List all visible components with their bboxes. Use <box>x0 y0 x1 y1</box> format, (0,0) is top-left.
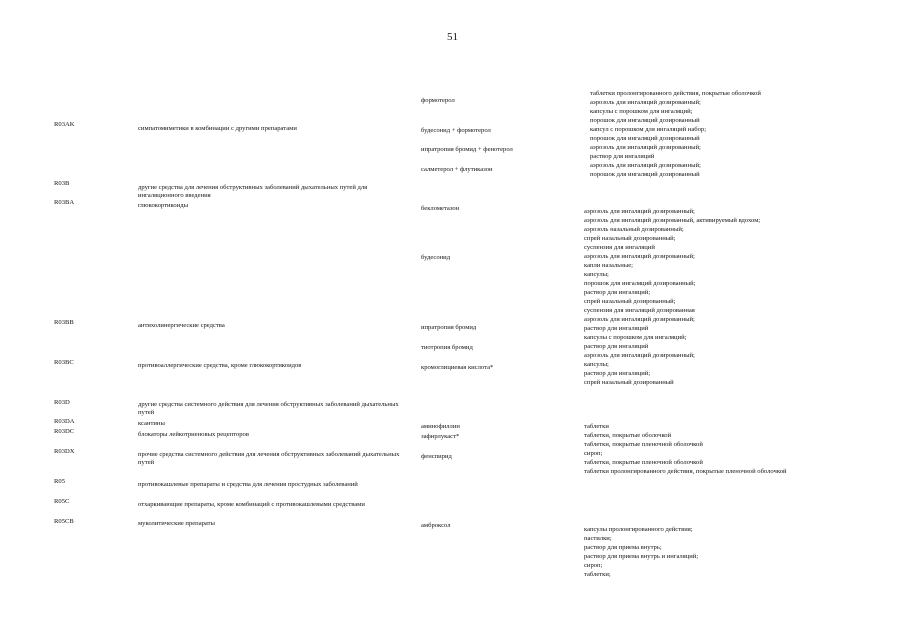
dosage-form: аэрозоль для ингаляций дозированный; <box>590 99 701 106</box>
dosage-form: таблетки, покрытые пленочной оболочкой <box>584 459 703 466</box>
drug-name: будесонид + формотерол <box>421 127 491 134</box>
atc-code: R03AK <box>54 121 75 128</box>
group-description: глюкокортикоиды <box>138 202 189 209</box>
dosage-form: раствор для приема внутрь; <box>584 544 662 551</box>
group-description: прочие средства системного действия для лечения обструктивных заболеваний дыхательных путей <box>138 451 400 466</box>
dosage-form: аэрозоль для ингаляций дозированный; <box>590 144 701 151</box>
atc-code: R03BA <box>54 199 75 206</box>
atc-code: R03B <box>54 180 70 187</box>
dosage-form: раствор для ингаляций; <box>584 370 651 377</box>
drug-name: аминофиллин <box>421 423 460 430</box>
dosage-form: аэрозоль для ингаляций дозированный; <box>584 253 695 260</box>
page-number: 51 <box>447 31 458 43</box>
drug-name: фенспирид <box>421 453 452 460</box>
group-description: антихолинергические средства <box>138 322 225 329</box>
dosage-form: раствор для ингаляций; <box>584 289 651 296</box>
atc-code: R05 <box>54 478 65 485</box>
dosage-form: капсулы пролонгированного действия; <box>584 526 693 533</box>
dosage-form: аэрозоль для ингаляций дозированный; <box>584 208 695 215</box>
atc-code: R05C <box>54 498 70 505</box>
dosage-form: раствор для ингаляций <box>584 343 649 350</box>
dosage-form: сироп; <box>584 450 603 457</box>
group-description: противокашлевые препараты и средства для лечения простудных заболеваний <box>138 481 358 488</box>
dosage-form: раствор для ингаляций <box>584 325 649 332</box>
dosage-form: капсулы; <box>584 271 609 278</box>
dosage-form: капсулы с порошком для ингаляций; <box>584 334 687 341</box>
dosage-form: таблетки <box>584 423 609 430</box>
atc-code: R03DX <box>54 448 75 455</box>
dosage-form: раствор для ингаляций <box>590 153 655 160</box>
dosage-form: спрей назальный дозированный <box>584 379 674 386</box>
drug-name: беклометазон <box>421 205 460 212</box>
dosage-form: капли назальные; <box>584 262 633 269</box>
group-description: отхаркивающие препараты, кроме комбинаций с противокашлевыми средствами <box>138 501 365 508</box>
atc-code: R03DA <box>54 418 75 425</box>
atc-code: R03BC <box>54 359 74 366</box>
dosage-form: порошок для ингаляций дозированный <box>590 117 700 124</box>
dosage-form: суспензия для ингаляций дозированная <box>584 307 695 314</box>
dosage-form: порошок для ингаляций дозированный; <box>584 280 696 287</box>
dosage-form: пастилки; <box>584 535 612 542</box>
dosage-form: таблетки, покрытые пленочной оболочкой <box>584 441 703 448</box>
dosage-form: таблетки; <box>584 571 611 578</box>
dosage-form: суспензия для ингаляций <box>584 244 655 251</box>
dosage-form: таблетки пролонгированного действия, покрытые пленочной оболочкой <box>584 468 787 475</box>
drug-name: ипратропия бромид <box>421 324 477 331</box>
drug-name: амброксол <box>421 522 451 529</box>
atc-code: R05CB <box>54 518 74 525</box>
dosage-form: капсулы с порошком для ингаляций; <box>590 108 693 115</box>
group-description: муколитические препараты <box>138 520 215 527</box>
dosage-form: сироп; <box>584 562 603 569</box>
atc-code: R03D <box>54 399 70 406</box>
dosage-form: аэрозоль для ингаляций дозированный; <box>584 352 695 359</box>
dosage-form: капсул с порошком для ингаляций набор; <box>590 126 707 133</box>
dosage-form: аэрозоль для ингаляций дозированный, активируемый вдохом; <box>584 217 761 224</box>
dosage-form: аэрозоль для ингаляций дозированный; <box>584 316 695 323</box>
group-description: противоаллергические средства, кроме глюкокортикоидов <box>138 362 302 369</box>
drug-name: ипратропия бромид + фенотерол <box>421 146 513 153</box>
dosage-form: аэрозоль назальный дозированный; <box>584 226 684 233</box>
group-description: ксантины <box>138 420 165 427</box>
dosage-form: порошок для ингаляций дозированный <box>590 135 700 142</box>
drug-name: салметерол + флутиказон <box>421 166 493 173</box>
group-description: другие средства для лечения обструктивных заболеваний дыхательных путей для ингаляционного введения <box>138 184 368 199</box>
drug-name: тиотропия бромид <box>421 344 473 351</box>
drug-name: кромоглициевая кислота* <box>421 364 494 371</box>
dosage-form: аэрозоль для ингаляций дозированный; <box>590 162 701 169</box>
group-description: симпатомиметики в комбинации с другими препаратами <box>138 125 297 132</box>
dosage-form: таблетки пролонгированного действия, покрытые оболочкой <box>590 90 761 97</box>
dosage-form: таблетки, покрытые оболочкой <box>584 432 672 439</box>
atc-code: R03DC <box>54 428 75 435</box>
dosage-form: капсулы; <box>584 361 609 368</box>
dosage-form: спрей назальный дозированный; <box>584 298 676 305</box>
drug-name: зафирлукаст* <box>421 433 460 440</box>
group-description: блокаторы лейкотриеновых рецепторов <box>138 431 249 438</box>
atc-code: R03BB <box>54 319 74 326</box>
drug-name: формотерол <box>421 97 455 104</box>
group-description: другие средства системного действия для лечения обструктивных заболеваний дыхательных путей <box>138 401 399 416</box>
drug-name: будесонид <box>421 254 451 261</box>
dosage-form: порошок для ингаляций дозированный <box>590 171 700 178</box>
dosage-form: спрей назальный дозированный; <box>584 235 676 242</box>
dosage-form: раствор для приема внутрь и ингаляций; <box>584 553 699 560</box>
